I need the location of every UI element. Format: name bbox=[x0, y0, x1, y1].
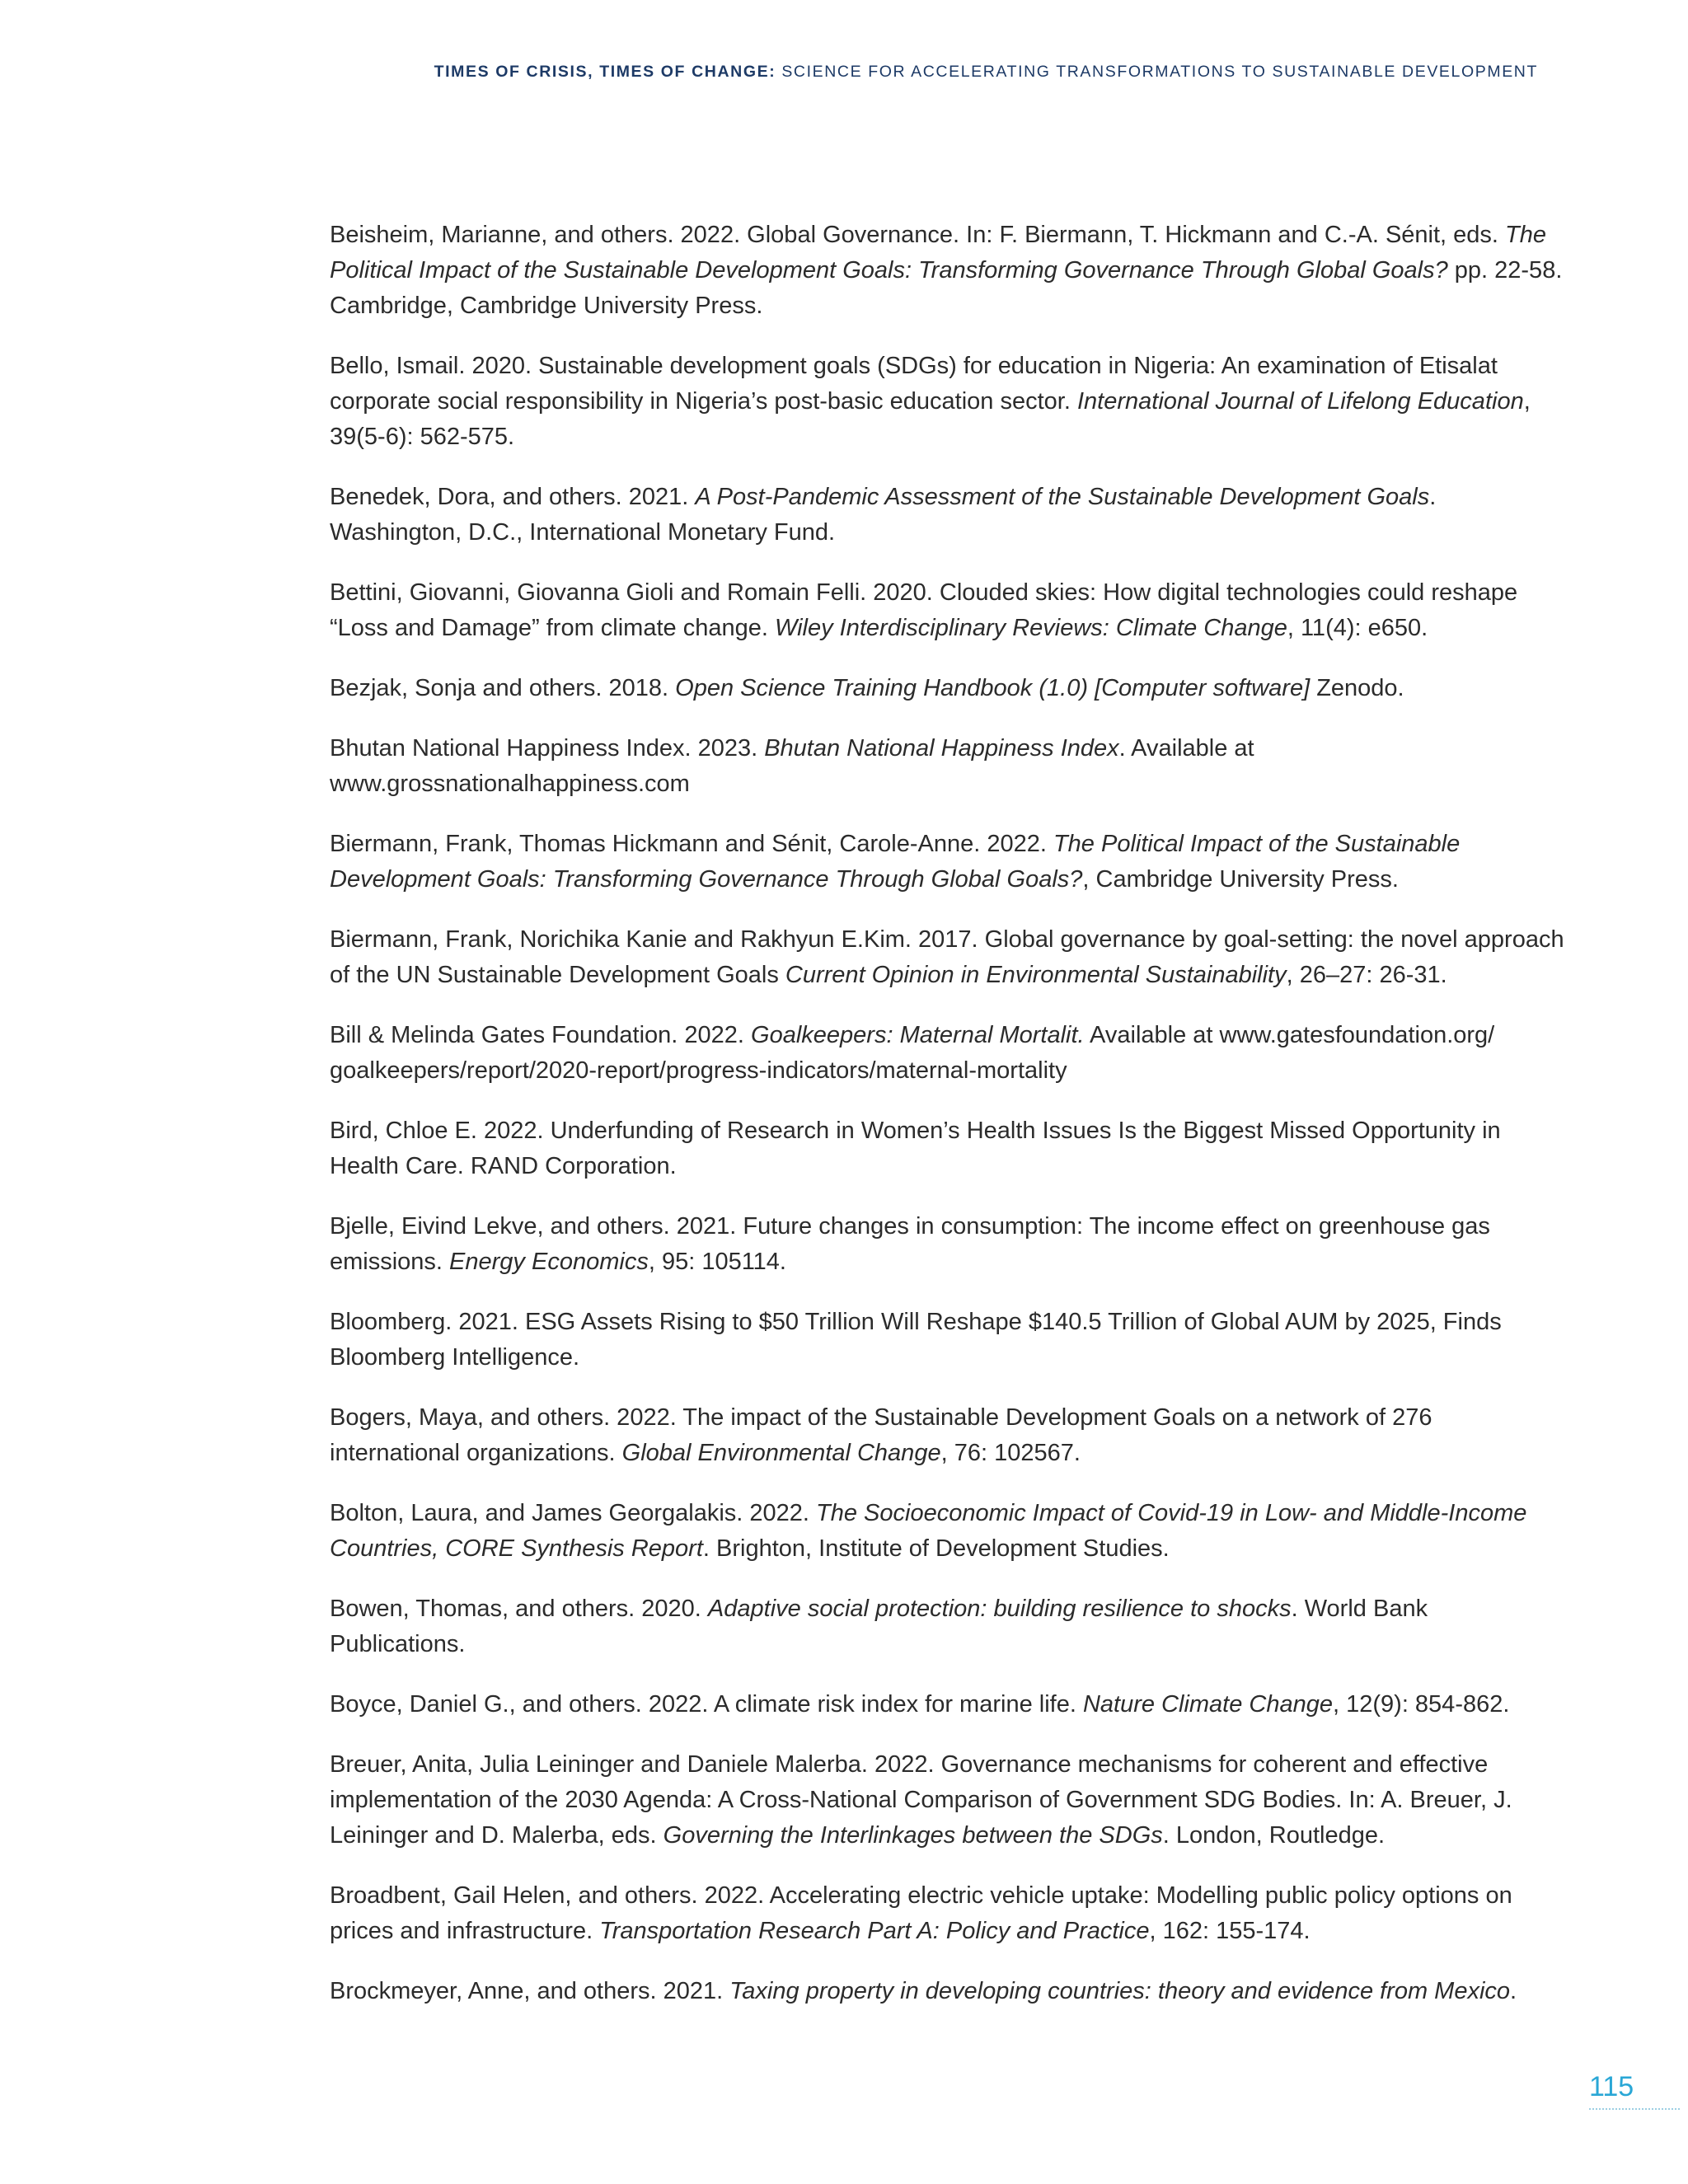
reference-entry: Bjelle, Eivind Lekve, and others. 2021. Future changes in consumption: The income effect on greenhouse gas emissions. Energy Economics, 95: 105114. bbox=[330, 1213, 1490, 1275]
reference-entry: Bowen, Thomas, and others. 2020. Adaptive social protection: building resilience to shocks. World Bank Publications. bbox=[330, 1596, 1428, 1657]
reference-entry: Boyce, Daniel G., and others. 2022. A climate risk index for marine life. Nature Climate Change, 12(9): 854-862. bbox=[330, 1691, 1510, 1718]
running-header bbox=[0, 63, 1538, 82]
header-title: TIMES OF CRISIS, TIMES OF CHANGE: bbox=[434, 63, 776, 81]
reference-entry: Benedek, Dora, and others. 2021. A Post-Pandemic Assessment of the Sustainable Development Goals. Washington, D.C., International Monetary Fund. bbox=[330, 484, 1437, 546]
reference-entry: Brockmeyer, Anne, and others. 2021. Taxing property in developing countries: theory and evidence from Mexico. bbox=[330, 1978, 1517, 2004]
reference-entry: Bloomberg. 2021. ESG Assets Rising to $50 Trillion Will Reshape $140.5 Trillion of Global AUM by 2025, Finds Bloomberg Intelligence. bbox=[330, 1309, 1502, 1371]
page-number: 115 bbox=[1589, 2071, 1680, 2110]
reference-list bbox=[330, 218, 1566, 2034]
reference-entry: Bird, Chloe E. 2022. Underfunding of Research in Women’s Health Issues Is the Biggest Missed Opportunity in Health Care. RAND Corporation. bbox=[330, 1118, 1501, 1179]
reference-entry: Broadbent, Gail Helen, and others. 2022. Accelerating electric vehicle uptake: Modelling public policy options on prices and infrastructure. Transportation Research Part A: Policy and Practice, 162: 155-174. bbox=[330, 1882, 1512, 1944]
reference-entry: Bolton, Laura, and James Georgalakis. 2022. The Socioeconomic Impact of Covid-19 in Low- and Middle-Income Countries, CORE Synthesis Report. Brighton, Institute of Development Studies. bbox=[330, 1500, 1527, 1562]
header-subtitle: SCIENCE FOR ACCELERATING TRANSFORMATIONS TO SUSTAINABLE DEVELOPMENT bbox=[776, 63, 1538, 81]
reference-entry: Beisheim, Marianne, and others. 2022. Global Governance. In: F. Biermann, T. Hickmann and C.-A. Sénit, eds. The Political Impact of the Sustainable Development Goals: Transforming Governance Through Global Goals? pp. 22-58. Cambridge, Cambridge University Press. bbox=[330, 222, 1563, 319]
reference-entry: Bhutan National Happiness Index. 2023. Bhutan National Happiness Index. Available at www.grossnationalhappiness.com bbox=[330, 735, 1254, 797]
reference-entry: Bill & Melinda Gates Foundation. 2022. Goalkeepers: Maternal Mortalit. Available at www.gatesfoundation.org/ goalkeepers/report/2020-report/progress-indicators/maternal-mortality bbox=[330, 1022, 1495, 1084]
reference-entry: Biermann, Frank, Thomas Hickmann and Sénit, Carole-Anne. 2022. The Political Impact of the Sustainable Development Goals: Transforming Governance Through Global Goals?, Cambridge University Press. bbox=[330, 831, 1461, 893]
reference-entry: Bello, Ismail. 2020. Sustainable development goals (SDGs) for education in Nigeria: An examination of Etisalat corporate social responsibility in Nigeria’s post-basic education sector. International Journal of Lifelong Education, 39(5-6): 562-575. bbox=[330, 353, 1531, 450]
reference-entry: Bogers, Maya, and others. 2022. The impact of the Sustainable Development Goals on a network of 276 international organizations. Global Environmental Change, 76: 102567. bbox=[330, 1404, 1432, 1466]
reference-entry: Bezjak, Sonja and others. 2018. Open Science Training Handbook (1.0) [Computer software] Zenodo. bbox=[330, 675, 1404, 701]
reference-entry: Breuer, Anita, Julia Leininger and Daniele Malerba. 2022. Governance mechanisms for coherent and effective implementation of the 2030 Agenda: A Cross-National Comparison of Government SDG Bodies. In: A. Breuer, J. Leininger and D. Malerba, eds. Governing the Interlinkages between the SDGs. London, Routledge. bbox=[330, 1751, 1512, 1849]
reference-entry: Biermann, Frank, Norichika Kanie and Rakhyun E.Kim. 2017. Global governance by goal-setting: the novel approach of the UN Sustainable Development Goals Current Opinion in Environmental Sustainability, 26–27: 26-31. bbox=[330, 926, 1564, 988]
reference-entry: Bettini, Giovanni, Giovanna Gioli and Romain Felli. 2020. Clouded skies: How digital technologies could reshape “Loss and Damage” from climate change. Wiley Interdisciplinary Reviews: Climate Change, 11(4): e650. bbox=[330, 579, 1518, 641]
